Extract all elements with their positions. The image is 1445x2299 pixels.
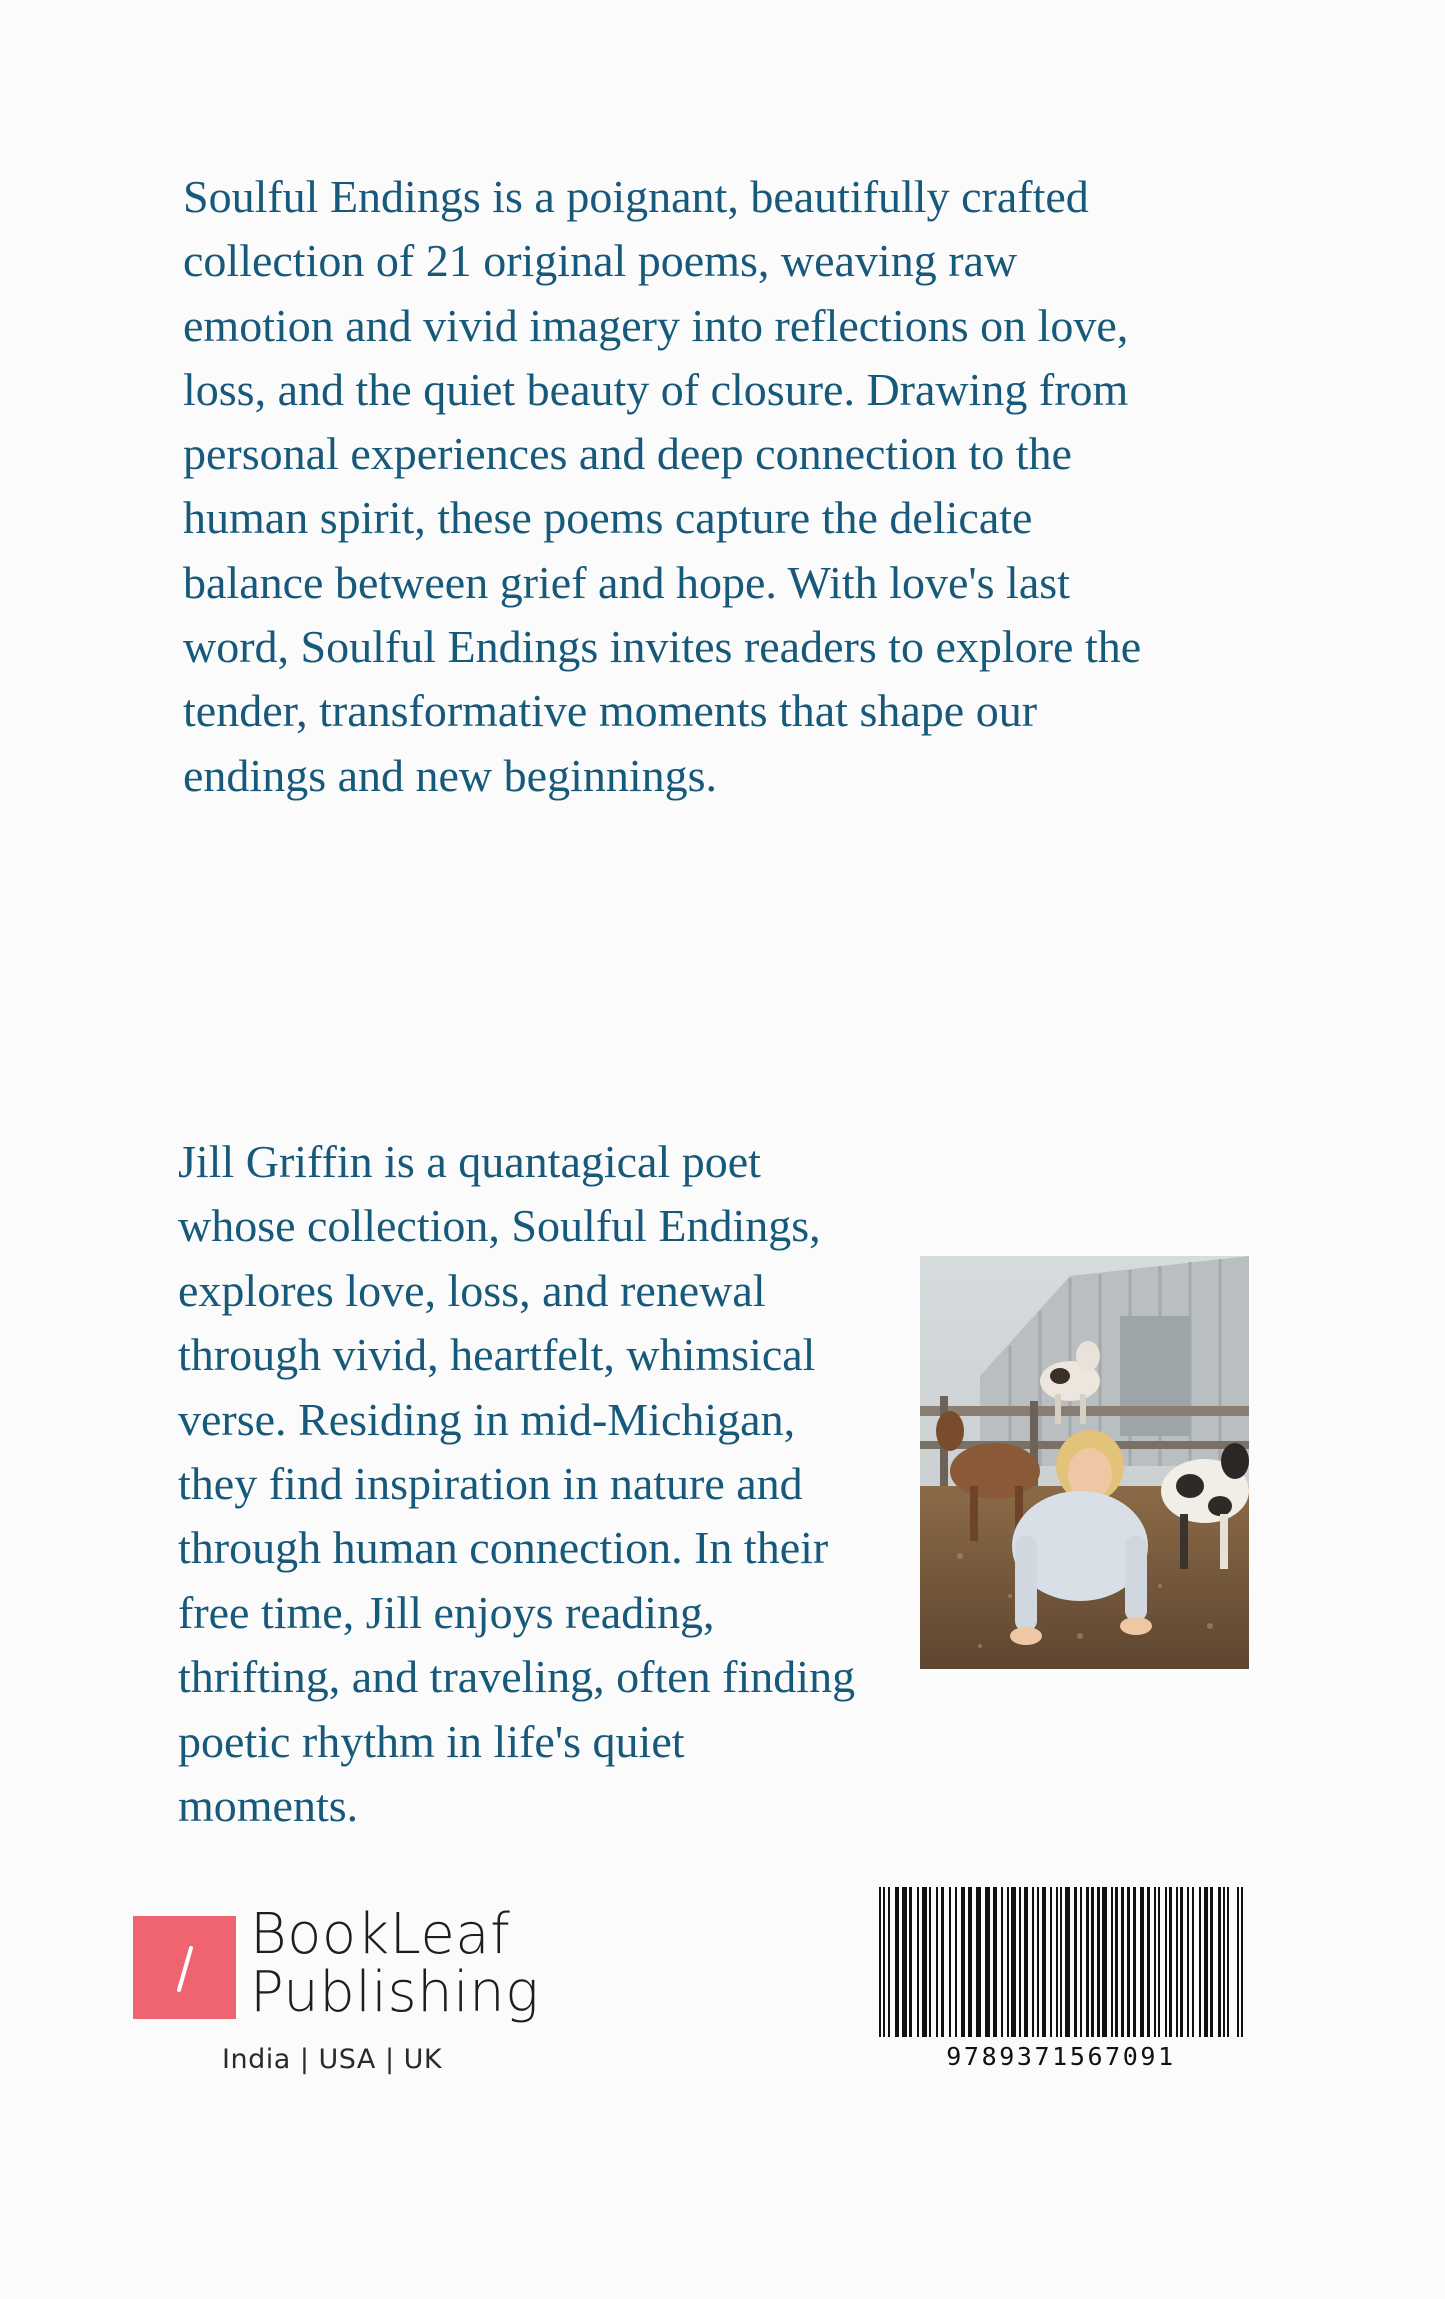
publisher-name	[250, 1902, 540, 2025]
blurb-line: word, Soulful Endings invites readers to explore the	[183, 621, 1142, 673]
bookleaf-logo-mark	[133, 1916, 236, 2019]
barcode-bar	[993, 1887, 997, 2037]
barcode-bar	[902, 1887, 907, 2037]
barcode-bar	[1241, 1887, 1243, 2037]
publisher-name-line1: BookLeaf	[250, 1902, 511, 1967]
blurb-line: collection of 21 original poems, weaving raw	[183, 235, 1018, 287]
author-photo	[920, 1256, 1249, 1669]
barcode-bar	[961, 1887, 965, 2037]
barcode-bar	[1154, 1887, 1156, 2037]
bio-line: verse. Residing in mid-Michigan,	[178, 1393, 796, 1445]
bio-line: through human connection. In their	[178, 1522, 829, 1574]
barcode-bar	[1037, 1887, 1039, 2037]
bio-line: thrifting, and traveling, often finding	[178, 1651, 856, 1703]
barcode-bar	[1097, 1887, 1100, 2037]
barcode-bar	[1042, 1887, 1046, 2037]
blurb-line: human spirit, these poems capture the delicate	[183, 492, 1033, 544]
barcode-bar	[949, 1887, 951, 2037]
barcode-bar	[1210, 1887, 1213, 2037]
barcode-bar	[1080, 1887, 1082, 2037]
barcode-bar	[1065, 1887, 1070, 2037]
barcode-bar	[1133, 1887, 1136, 2037]
barcode-bar	[968, 1887, 972, 2037]
barcode-bar	[1091, 1887, 1094, 2037]
barcode-bar	[879, 1887, 881, 2037]
barcode-bar	[941, 1887, 944, 2037]
blurb-line: balance between grief and hope. With love's last	[183, 556, 1070, 608]
barcode-bar	[1227, 1887, 1229, 2037]
blurb-line: Soulful Endings is a poignant, beautifully crafted	[183, 171, 1089, 222]
barcode-bar	[1127, 1887, 1130, 2037]
barcode-bar	[1218, 1887, 1221, 2037]
barcode-bar	[1102, 1887, 1107, 2037]
barcode-bar	[1223, 1887, 1225, 2037]
barcode-bar	[1169, 1887, 1172, 2037]
bio-line: they find inspiration in nature and	[178, 1458, 803, 1510]
publisher-regions: India | USA | UK	[222, 2044, 443, 2075]
barcode-bar	[1165, 1887, 1167, 2037]
bio-line: whose collection, Soulful Endings,	[178, 1200, 821, 1252]
barcode-bar	[1007, 1887, 1009, 2037]
barcode-bar	[1140, 1887, 1144, 2037]
barcode-bar	[955, 1887, 957, 2037]
barcode-bar	[1180, 1887, 1183, 2037]
barcode-bar	[1019, 1887, 1021, 2037]
barcode-bar	[1086, 1887, 1089, 2037]
barcode-bar	[1192, 1887, 1194, 2037]
barcode-bar	[1024, 1887, 1028, 2037]
bio-line: moments.	[178, 1780, 359, 1832]
barcode-bar	[883, 1887, 885, 2037]
barcode-bar	[1074, 1887, 1077, 2037]
barcode-bar	[1056, 1887, 1058, 2037]
isbn-number: 9789371567091	[946, 2042, 1176, 2071]
slash-icon	[133, 1916, 236, 2019]
blurb-line: emotion and vivid imagery into reflections on love,	[183, 299, 1129, 351]
barcode-bar	[1060, 1887, 1062, 2037]
barcode-bar	[909, 1887, 912, 2037]
barcode-bar	[895, 1887, 899, 2037]
barcode-bar	[976, 1887, 981, 2037]
barcode-bar	[985, 1887, 990, 2037]
barcode-bar	[1237, 1887, 1239, 2037]
barcode-bar	[1199, 1887, 1201, 2037]
barcode-bar	[936, 1887, 938, 2037]
barcode-bar	[1032, 1887, 1034, 2037]
blurb-line: personal experiences and deep connection to the	[183, 428, 1072, 480]
barcode-bar	[1204, 1887, 1208, 2037]
bio-line: free time, Jill enjoys reading,	[178, 1586, 715, 1638]
bio-line: Jill Griffin is a quantagical poet	[178, 1136, 761, 1187]
barcode-bar	[1115, 1887, 1118, 2037]
barcode-bar	[1050, 1887, 1052, 2037]
barcode-bar	[1011, 1887, 1016, 2037]
bio-line: explores love, loss, and renewal	[178, 1264, 766, 1316]
barcode-bar	[1111, 1887, 1113, 2037]
barcode-bar	[917, 1887, 919, 2037]
bio-line: through vivid, heartfelt, whimsical	[178, 1329, 816, 1381]
blurb-line: endings and new beginnings.	[183, 749, 718, 801]
publisher-name-line2: Publishing	[250, 1960, 540, 2025]
barcode-bar	[1187, 1887, 1189, 2037]
barcode-bar	[1147, 1887, 1150, 2037]
author-bio	[178, 1130, 918, 1838]
barcode-bar	[929, 1887, 931, 2037]
blurb-line: tender, transformative moments that shape our	[183, 685, 1038, 737]
barcode-bar	[1158, 1887, 1160, 2037]
barcode-bar	[888, 1887, 890, 2037]
back-cover-blurb	[183, 165, 1223, 808]
blurb-line: loss, and the quiet beauty of closure. Drawing from	[183, 363, 1129, 415]
barcode-bar	[1121, 1887, 1124, 2037]
barcode-bar	[922, 1887, 927, 2037]
isbn-barcode	[877, 1887, 1245, 2037]
barcode-bar	[1001, 1887, 1003, 2037]
barcode-bar	[1176, 1887, 1178, 2037]
bio-line: poetic rhythm in life's quiet	[178, 1715, 685, 1767]
